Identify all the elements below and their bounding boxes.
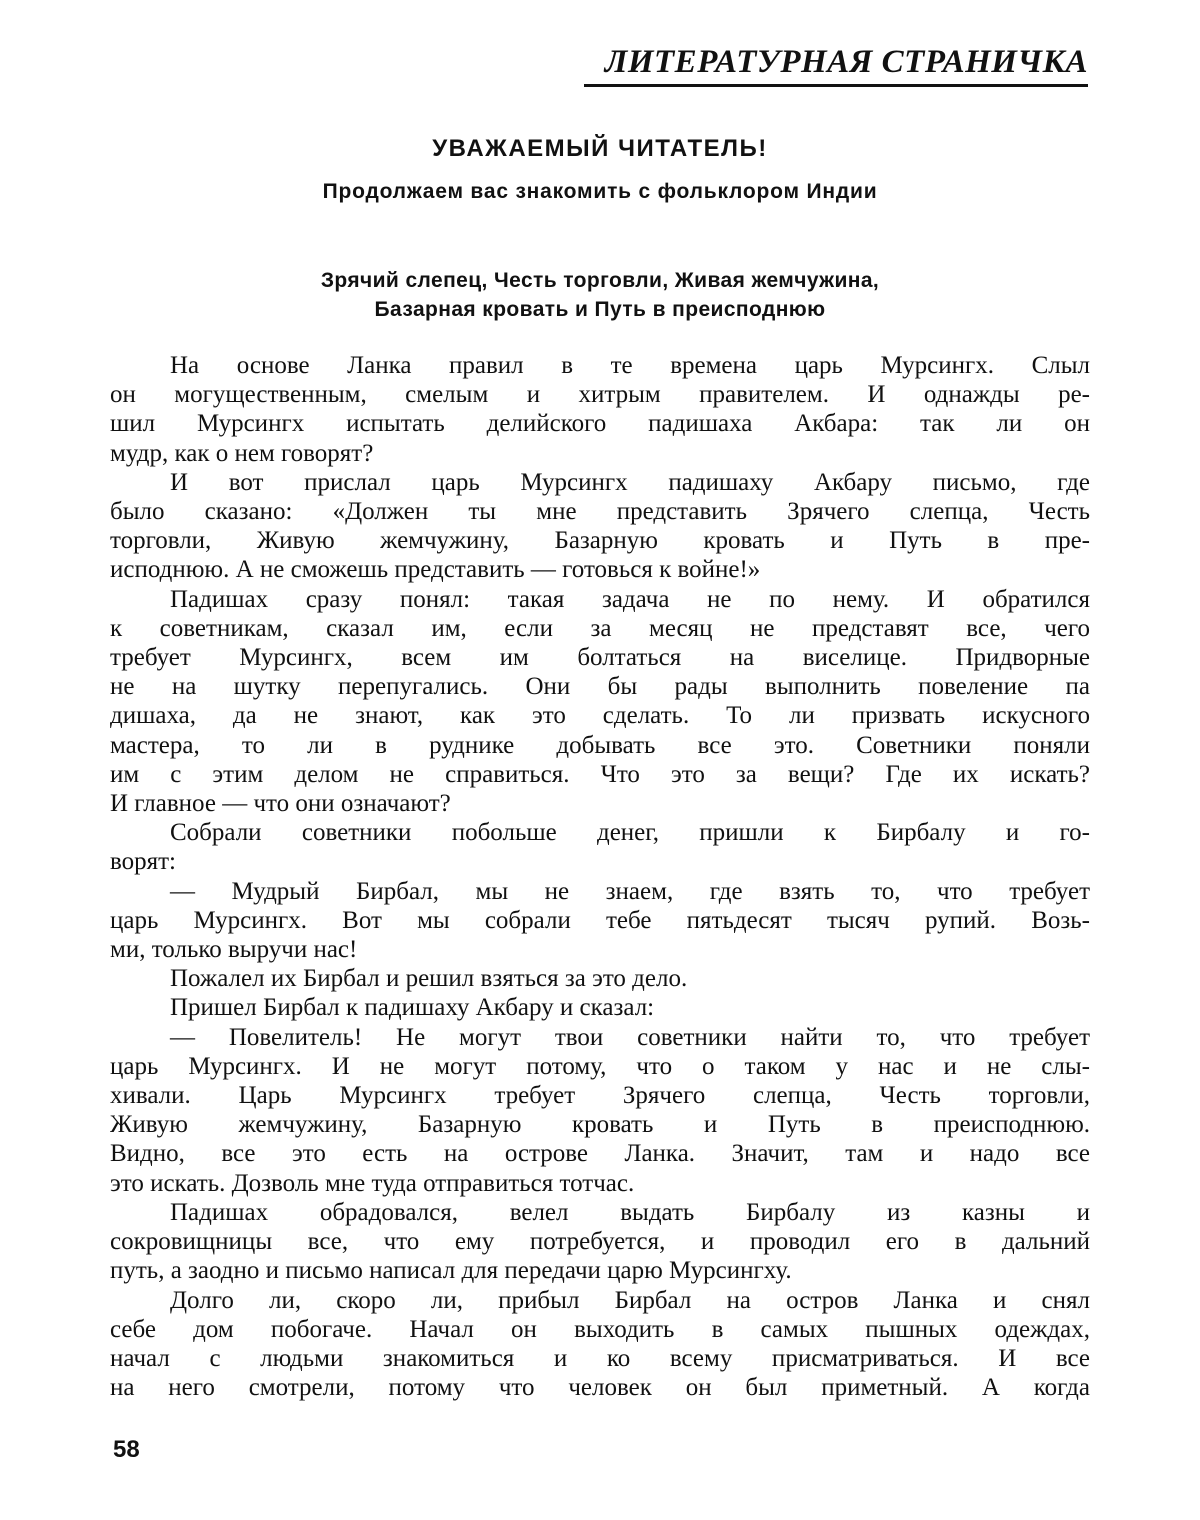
story-title [110, 266, 1090, 324]
text-line: Пожалел их Бирбал и решил взяться за это дело. [170, 965, 688, 993]
text-line: исподнюю. А не сможешь представить — готовься к войне!» [110, 556, 761, 584]
story-title-line: Зрячий слепец, Честь торговли, Живая жемчужина, [320, 269, 880, 292]
text-line: требует Мурсингх, всем им болтаться на виселице. Придворные [110, 644, 1090, 672]
text-line: сокровищницы все, что ему потребуется, и проводил его в дальний [110, 1228, 1090, 1256]
paragraph [110, 818, 1090, 876]
paragraph [110, 351, 1090, 468]
text-line: — Мудрый Бирбал, мы не знаем, где взять то, что требует [170, 877, 1090, 905]
paragraph [110, 1023, 1090, 1198]
section-header [560, 40, 1088, 87]
text-line: И вот прислал царь Мурсингх падишаху Акбару письмо, где [170, 468, 1090, 496]
text-line: На основе Ланка правил в те времена царь Мурсингх. Слыл [170, 352, 1090, 379]
paragraph [110, 964, 1090, 993]
section-title: ЛИТЕРАТУРНАЯ СТРАНИЧКА [604, 44, 1088, 80]
text-line: торговли, Живую жемчужину, Базарную кровать и Путь в пре- [110, 527, 1090, 555]
text-line: мудр, как о нем говорят? [110, 439, 374, 467]
text-line: Живую жемчужину, Базарную кровать и Путь в преисподнюю. [110, 1111, 1090, 1139]
story-body [110, 351, 1090, 1402]
text-line: дишаха, да не знают, как это сделать. То ли призвать искусного [110, 702, 1090, 730]
text-line: он могущественным, смелым и хитрым правителем. И однажды ре- [110, 381, 1090, 409]
text-line: Падишах обрадовался, велел выдать Бирбалу из казны и [170, 1198, 1090, 1226]
text-line: ми, только выручи нас! [110, 936, 358, 964]
text-line: путь, а заодно и письмо написал для передачи царю Мурсингху. [110, 1257, 792, 1285]
paragraph [110, 993, 1090, 1022]
text-line: Видно, все это есть на острове Ланка. Значит, там и надо все [110, 1140, 1090, 1168]
text-line: было сказано: «Должен ты мне представить Зрячего слепца, Честь [110, 498, 1090, 526]
page-number: 58 [113, 1436, 140, 1463]
paragraph [110, 1286, 1090, 1403]
paragraph [110, 468, 1090, 585]
text-line: Собрали советники побольше денег, пришли к Бирбалу и го- [170, 819, 1090, 847]
text-line: мастера, то ли в руднике добывать все это. Советники поняли [110, 731, 1090, 759]
text-line: к советникам, сказал им, если за месяц не представят все, чего [110, 614, 1090, 642]
text-line: ворят: [110, 848, 177, 876]
text-line: царь Мурсингх. И не могут потому, что о таком у нас и не слы- [110, 1052, 1090, 1080]
text-line: хивали. Царь Мурсингх требует Зрячего слепца, Честь торговли, [110, 1082, 1090, 1110]
text-line: себе дом побогаче. Начал он выходить в самых пышных одеждах, [110, 1315, 1090, 1343]
text-line: И главное — что они означают? [110, 790, 451, 818]
greeting-heading: УВАЖАЕМЫЙ ЧИТАТЕЛЬ! [432, 135, 768, 162]
paragraph [110, 1198, 1090, 1286]
text-line: им с этим делом не справиться. Что это за вещи? Где их искать? [110, 760, 1090, 788]
text-line: Долго ли, скоро ли, прибыл Бирбал на остров Ланка и снял [170, 1286, 1090, 1314]
text-line: на него смотрели, потому что человек он был приметный. А когда [110, 1374, 1090, 1402]
paragraph [110, 585, 1090, 819]
text-line: — Повелитель! Не могут твои советники найти то, что требует [170, 1023, 1090, 1051]
text-line: царь Мурсингх. Вот мы собрали тебе пятьдесят тысяч рупий. Возь- [110, 906, 1090, 934]
text-line: шил Мурсингх испытать делийского падишаха Акбара: так ли он [110, 410, 1090, 438]
text-line: начал с людьми знакомиться и ко всему присматриваться. И все [110, 1344, 1090, 1372]
text-line: Падишах сразу понял: такая задача не по нему. И обратился [170, 585, 1090, 613]
text-line: это искать. Дозволь мне туда отправиться тотчас. [110, 1169, 635, 1197]
text-line: не на шутку перепугались. Они бы рады выполнить повеление па [110, 673, 1090, 701]
text-line: Пришел Бирбал к падишаху Акбару и сказал: [170, 994, 655, 1022]
intro-subheading: Продолжаем вас знакомить с фольклором Индии [322, 180, 878, 203]
header-rule [584, 84, 1088, 87]
paragraph [110, 877, 1090, 965]
story-title-line: Базарная кровать и Путь в преисподнюю [374, 298, 826, 321]
